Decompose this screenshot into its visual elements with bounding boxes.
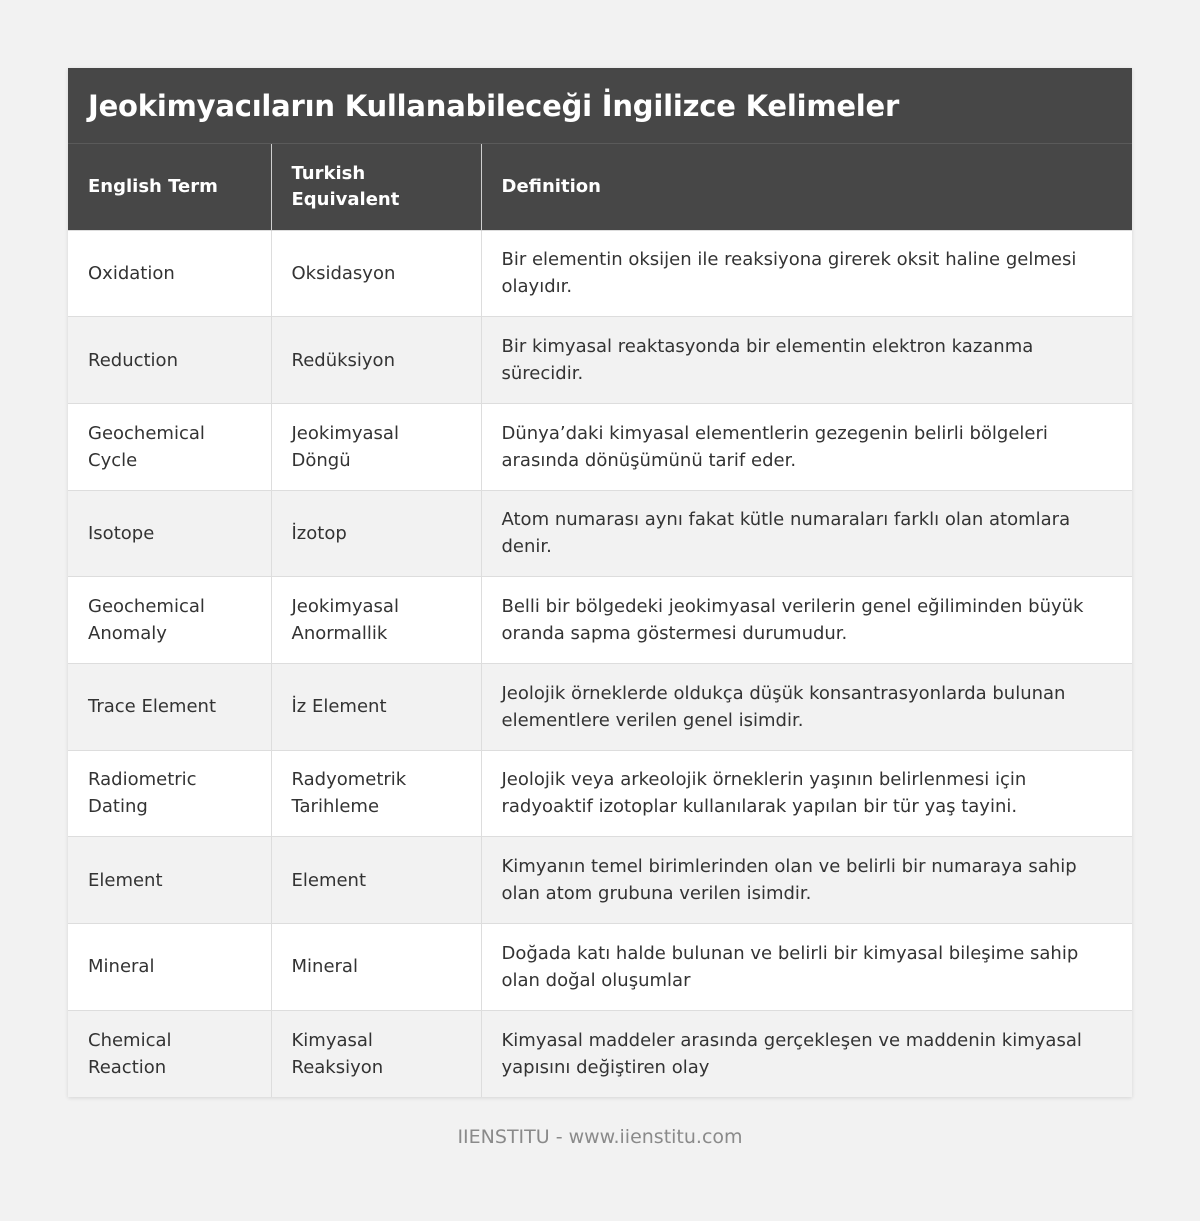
definition-cell: Atom numarası aynı fakat kütle numaraları farklı olan atomlara denir.	[481, 490, 1132, 577]
table-header-row	[68, 144, 1132, 230]
turkish-term-cell: Kimyasal Reaksiyon	[271, 1010, 481, 1097]
definition-cell: Kimyasal maddeler arasında gerçekleşen ve maddenin kimyasal yapısını değiştiren olay	[481, 1010, 1132, 1097]
footer-credit: IIENSTITU - www.iienstitu.com	[457, 1126, 743, 1148]
english-term-cell: Reduction	[68, 317, 271, 404]
definition-cell: Doğada katı halde bulunan ve belirli bir kimyasal bileşime sahip olan doğal oluşumlar	[481, 924, 1132, 1011]
english-term-cell: Isotope	[68, 490, 271, 577]
turkish-term-cell: Jeokimyasal Döngü	[271, 403, 481, 490]
table-row	[68, 490, 1132, 577]
column-header-english: English Term	[68, 144, 271, 230]
turkish-term-cell: Oksidasyon	[271, 230, 481, 317]
table-row	[68, 924, 1132, 1011]
english-term-cell: Radiometric Dating	[68, 750, 271, 837]
english-term-cell: Geochemical Cycle	[68, 403, 271, 490]
english-term-cell: Trace Element	[68, 663, 271, 750]
table-row	[68, 663, 1132, 750]
turkish-term-cell: Radyometrik Tarihleme	[271, 750, 481, 837]
definition-cell: Bir elementin oksijen ile reaksiyona girerek oksit haline gelmesi olayıdır.	[481, 230, 1132, 317]
turkish-term-cell: Mineral	[271, 924, 481, 1011]
english-term-cell: Element	[68, 837, 271, 924]
title-bar	[68, 68, 1132, 144]
turkish-term-cell: Jeokimyasal Anormallik	[271, 577, 481, 664]
table-row	[68, 1010, 1132, 1097]
table-row	[68, 837, 1132, 924]
definition-cell: Dünya’daki kimyasal elementlerin gezegenin belirli bölgeleri arasında dönüşümünü tarif eder.	[481, 403, 1132, 490]
turkish-term-cell: Element	[271, 837, 481, 924]
table-row	[68, 403, 1132, 490]
turkish-term-cell: Redüksiyon	[271, 317, 481, 404]
table-row	[68, 577, 1132, 664]
definition-cell: Jeolojik veya arkeolojik örneklerin yaşının belirlenmesi için radyoaktif izotoplar kullanılarak yapılan bir tür yaş tayini.	[481, 750, 1132, 837]
vocabulary-card	[68, 68, 1132, 1097]
english-term-cell: Geochemical Anomaly	[68, 577, 271, 664]
definition-cell: Bir kimyasal reaktasyonda bir elementin elektron kazanma sürecidir.	[481, 317, 1132, 404]
english-term-cell: Mineral	[68, 924, 271, 1011]
definition-cell: Belli bir bölgedeki jeokimyasal verilerin genel eğiliminden büyük oranda sapma göstermesi durumudur.	[481, 577, 1132, 664]
page-title: Jeokimyacıların Kullanabileceği İngilizce Kelimeler	[88, 88, 900, 123]
table-row	[68, 317, 1132, 404]
turkish-term-cell: İzotop	[271, 490, 481, 577]
column-header-turkish: Turkish Equivalent	[271, 144, 481, 230]
column-header-definition: Definition	[481, 144, 1132, 230]
table-row	[68, 750, 1132, 837]
vocabulary-table	[68, 144, 1132, 1097]
english-term-cell: Oxidation	[68, 230, 271, 317]
definition-cell: Kimyanın temel birimlerinden olan ve belirli bir numaraya sahip olan atom grubuna verilen isimdir.	[481, 837, 1132, 924]
definition-cell: Jeolojik örneklerde oldukça düşük konsantrasyonlarda bulunan elementlere verilen genel isimdir.	[481, 663, 1132, 750]
table-row	[68, 230, 1132, 317]
turkish-term-cell: İz Element	[271, 663, 481, 750]
english-term-cell: Chemical Reaction	[68, 1010, 271, 1097]
